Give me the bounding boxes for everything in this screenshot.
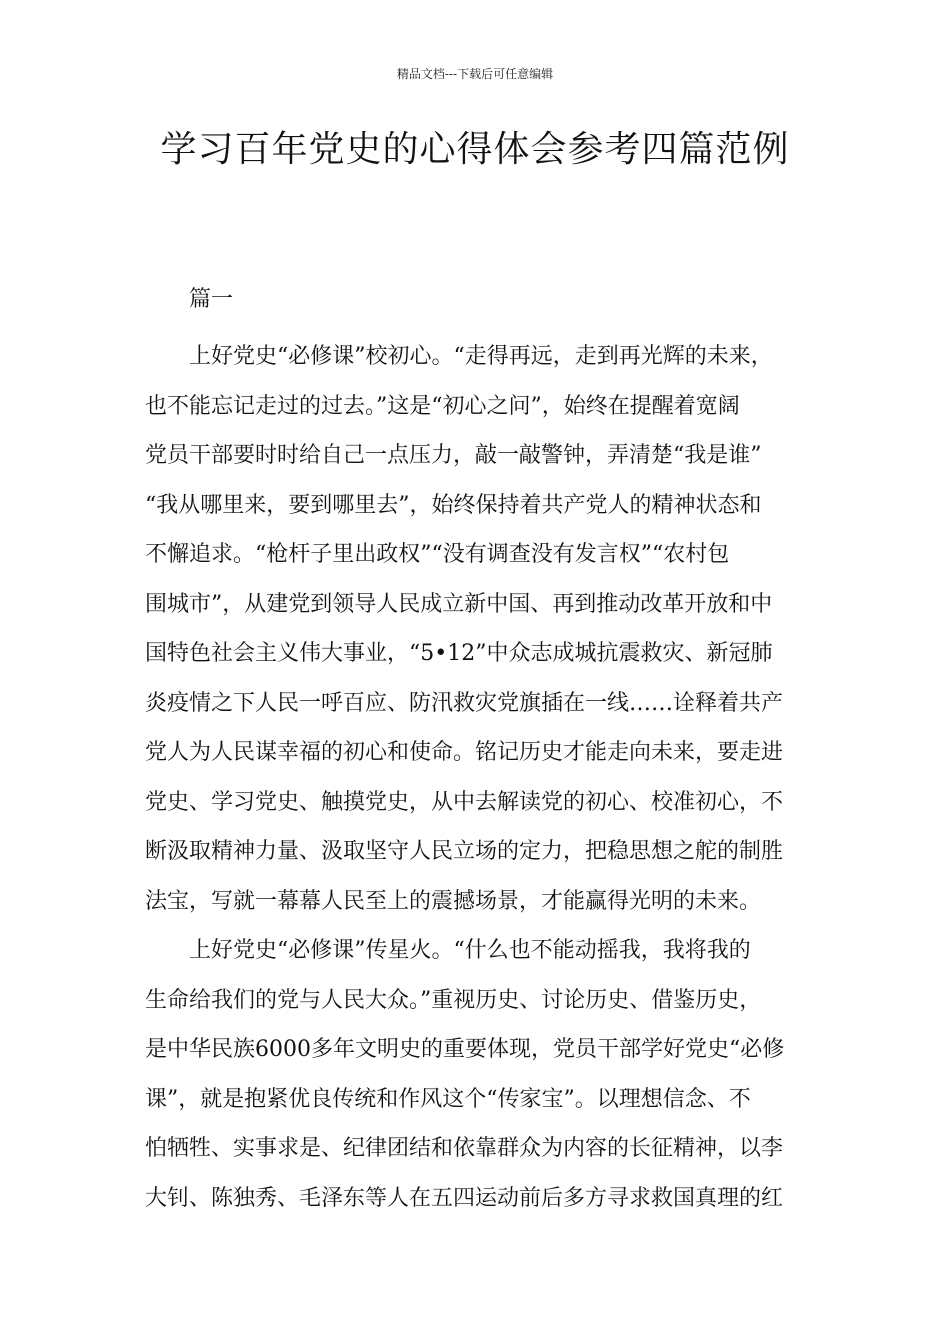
text-line: 法宝，写就一幕幕人民至上的震撼场景，才能赢得光明的未来。 (145, 888, 762, 914)
text-line: 党人为人民谋幸福的初心和使命。铭记历史才能走向未来，要走进 (145, 740, 784, 765)
text-line: 不懈追求。“枪杆子里出政权”“没有调查没有发言权”“农村包 (145, 542, 730, 567)
text-line: 怕牺牲、实事求是、纪律团结和依靠群众为内容的长征精神，以李 (145, 1136, 784, 1161)
text-line: 党员干部要时时给自己一点压力，敲一敲警钟，弄清楚“我是谁” (145, 443, 762, 468)
text-line: 围城市”，从建党到领导人民成立新中国、再到推动改革开放和中 (145, 591, 773, 617)
body-text (145, 332, 805, 1223)
text-line: 是中华民族6000多年文明史的重要体现，党员干部学好党史“必修 (145, 1037, 785, 1062)
header-note: 精品文档---下载后可任意编辑 (396, 67, 554, 81)
text-line: 大钊、陈独秀、毛泽东等人在五四运动前后多方寻求救国真理的红 (145, 1185, 784, 1211)
text-line: 炎疫情之下人民一呼百应、防汛救灾党旗插在一线……诠释着共产 (145, 690, 784, 716)
text-line: 上好党史“必修课”校初心。“走得再远，走到再光辉的未来， (189, 344, 773, 369)
section-heading: 篇一 (189, 287, 234, 312)
text-line: 生命给我们的党与人民大众。”重视历史、讨论历史、借鉴历史， (145, 987, 762, 1013)
text-line: 也不能忘记走过的过去。”这是“初心之问”，始终在提醒着宽阔 (145, 393, 740, 419)
text-line: 断汲取精神力量、汲取坚守人民立场的定力，把稳思想之舵的制胜 (145, 839, 784, 864)
text-line: 上好党史“必修课”传星火。“什么也不能动摇我，我将我的 (189, 938, 751, 963)
text-line: 党史、学习党史、触摸党史，从中去解读党的初心、校准初心，不 (145, 789, 784, 815)
text-line: 课”，就是抱紧优良传统和作风这个“传家宝”。以理想信念、不 (145, 1086, 751, 1112)
text-line: “我从哪里来，要到哪里去”，始终保持着共产党人的精神状态和 (145, 492, 762, 518)
text-line: 国特色社会主义伟大事业，“5•12”中众志成城抗震救灾、新冠肺 (145, 641, 773, 666)
document-title: 学习百年党史的心得体会参考四篇范例 (160, 129, 790, 170)
